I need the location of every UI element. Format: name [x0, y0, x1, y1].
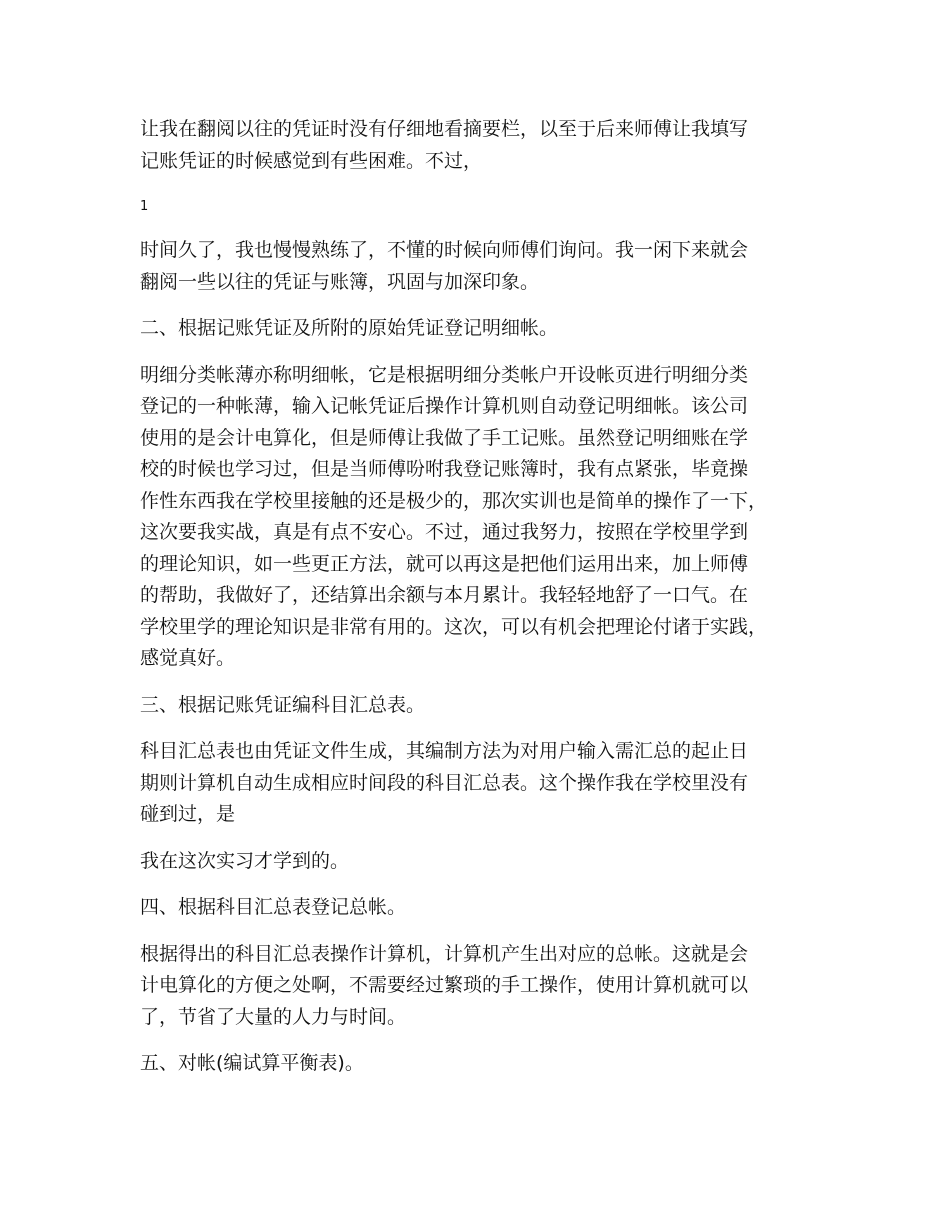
paragraph-learned-in-internship: 我在这次实习才学到的。	[140, 849, 350, 872]
heading-detail-ledger: 二、根据记账凭证及所附的原始凭证登记明细帐。	[140, 317, 559, 339]
paragraph-summary-table: 科目汇总表也由凭证文件生成，其编制方法为对用户输入需汇总的起止日 期则计算机自动生成相应时间段的科目汇总表。这个操作我在学校里没有 碰到过，是	[140, 740, 749, 825]
page-number: 1	[140, 199, 149, 214]
paragraph-getting-familiar: 时间久了，我也慢慢熟练了，不懂的时候向师傅们询问。我一闲下来就会 翻阅一些以往的凭证与账簿，巩固与加深印象。	[140, 239, 749, 293]
paragraph-detail-ledger: 明细分类帐薄亦称明细帐，它是根据明细分类帐户开设帐页进行明细分类 登记的一种帐薄，输入记帐凭证后操作计算机则自动登记明细帐。该公司 使用的是会计电算化，但是师傅让我做了手工记账。虽然登记明细账在学 校的时候也学习过，但是当师傅吩咐我登记账簿时，我有点紧张，毕竟操 作性东西我在学校里接触的还是极少的，那次实训也是简单的操作了一下， 这次要我实战，真是有点不安心。不过，通过我努力，按照在学校里学到 的理论知识，如一些更正方法，就可以再这是把他们运用出来，加上师傅 的帮助，我做好了，还结算出余额与本月累计。我轻轻地舒了一口气。在 学校里学的理论知识是非常有用的。这次，可以有机会把理论付诸于实践， 感觉真好。	[140, 363, 768, 669]
heading-reconciliation: 五、对帐(编试算平衡表)。	[140, 1052, 364, 1074]
paragraph-general-ledger: 根据得出的科目汇总表操作计算机，计算机产生出对应的总帐。这就是会 计电算化的方便之处啊，不需要经过繁琐的手工操作，使用计算机就可以 了，节省了大量的人力与时间。	[140, 942, 749, 1028]
paragraph-voucher-difficulty: 让我在翻阅以往的凭证时没有仔细地看摘要栏，以至于后来师傅让我填写 记账凭证的时候感觉到有些困难。不过，	[140, 118, 749, 172]
heading-general-ledger: 四、根据科目汇总表登记总帐。	[140, 896, 407, 918]
heading-summary-table: 三、根据记账凭证编科目汇总表。	[140, 693, 426, 716]
document-body	[140, 114, 830, 1080]
